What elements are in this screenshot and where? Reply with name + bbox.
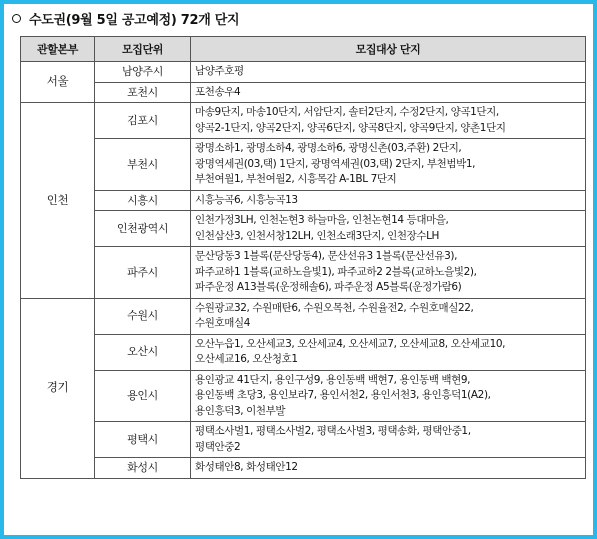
- complex-list-cell: [191, 458, 586, 479]
- complex-table: [20, 36, 586, 479]
- complex-list-line: 양곡2-1단지, 양곡2단지, 양곡6단지, 양곡8단지, 양곡9단지, 양촌1단지: [195, 121, 506, 134]
- complex-list-cell: [191, 211, 586, 247]
- table-row: [21, 247, 586, 299]
- region-cell: 인천: [21, 103, 95, 299]
- unit-cell: 화성시: [95, 458, 191, 479]
- complex-list-line: 파주교하1 1블록(교하노을빛1), 파주교하2 2블록(교하노을빛2),: [195, 265, 477, 278]
- section-title-text: 수도권(9월 5일 공고예정) 72개 단지: [29, 13, 240, 28]
- complex-list-line: 부천여월1, 부천여월2, 시흥목감 A-1BL 7단지: [195, 173, 397, 185]
- complex-list-line: 용인흥덕3, 이천부발: [195, 404, 286, 417]
- complex-list-cell: [191, 190, 586, 211]
- complex-list-line: 용인동백 초당3, 용인보라7, 용인서천2, 용인서천3, 용인흥덕1(A2),: [195, 389, 491, 401]
- header-recruit-unit: 모집단위: [95, 37, 191, 62]
- complex-list-line: 오산누읍1, 오산세교3, 오산세교4, 오산세교7, 오산세교8, 오산세교10,: [195, 337, 506, 350]
- complex-list-line: 문산당동3 1블록(문산당동4), 문산선유3 1블록(문산선유3),: [195, 250, 458, 262]
- complex-list-line: 마송9단지, 마송10단지, 서암단지, 솔터2단지, 수정2단지, 양곡1단지,: [195, 106, 499, 118]
- complex-list-line: 수원광교32, 수원매탄6, 수원오목천, 수원율전2, 수원호매실22,: [195, 301, 474, 314]
- complex-list-cell: [191, 422, 586, 458]
- complex-list-cell: [191, 334, 586, 370]
- table-row: [21, 190, 586, 211]
- complex-list-line: 포천송우4: [195, 85, 241, 98]
- complex-list-line: 오산세교16, 오산청호1: [195, 353, 298, 365]
- unit-cell: 시흥시: [95, 190, 191, 211]
- complex-list-line: 파주운정 A13블록(운정해솔6), 파주운정 A5블록(운정가람6): [195, 281, 462, 293]
- table-row: [21, 62, 586, 83]
- complex-list-line: 시흥능곡6, 시흥능곡13: [195, 193, 298, 206]
- table-row: [21, 103, 586, 139]
- complex-list-line: 평택안중2: [195, 440, 241, 453]
- circle-bullet-icon: [12, 14, 21, 23]
- complex-list-cell: [191, 103, 586, 139]
- table-row: [21, 422, 586, 458]
- unit-cell: 평택시: [95, 422, 191, 458]
- header-target-complexes: 모집대상 단지: [191, 37, 586, 62]
- complex-list-cell: [191, 298, 586, 334]
- unit-cell: 김포시: [95, 103, 191, 139]
- unit-cell: 용인시: [95, 370, 191, 422]
- unit-cell: 포천시: [95, 82, 191, 103]
- header-jurisdiction: 관할본부: [21, 37, 95, 62]
- complex-list-line: 남양주호평: [195, 65, 244, 77]
- region-cell: 경기: [21, 298, 95, 478]
- complex-list-line: 수원호매실4: [195, 317, 250, 329]
- unit-cell: 수원시: [95, 298, 191, 334]
- unit-cell: 파주시: [95, 247, 191, 299]
- unit-cell: 남양주시: [95, 62, 191, 83]
- complex-list-cell: [191, 82, 586, 103]
- table-row: [21, 82, 586, 103]
- table-row: [21, 334, 586, 370]
- complex-list-line: 광명소하1, 광명소하4, 광명소하6, 광명신촌(03,주환) 2단지,: [195, 142, 462, 154]
- table-row: [21, 370, 586, 422]
- table-row: [21, 298, 586, 334]
- complex-list-line: 평택소사벌1, 평택소사벌2, 평택소사벌3, 평택송화, 평택안중1,: [195, 425, 471, 437]
- complex-list-line: 인천삼산3, 인천서창12LH, 인천소래3단지, 인천장수LH: [195, 229, 440, 242]
- table-body: [21, 62, 586, 479]
- complex-list-line: 용인광교 41단지, 용인구성9, 용인동백 백현7, 용인동백 백현9,: [195, 373, 471, 386]
- complex-list-line: 광명역세권(03,택) 1단지, 광명역세권(03,택) 2단지, 부천범박1,: [195, 157, 476, 170]
- table-row: [21, 458, 586, 479]
- complex-list-line: 화성태안8, 화성태안12: [195, 461, 298, 473]
- table-row: [21, 211, 586, 247]
- complex-list-cell: [191, 370, 586, 422]
- unit-cell: 오산시: [95, 334, 191, 370]
- table-row: [21, 139, 586, 191]
- unit-cell: 인천광역시: [95, 211, 191, 247]
- section-title: [12, 9, 239, 28]
- region-cell: 서울: [21, 62, 95, 103]
- table-header-row: [21, 37, 586, 62]
- complex-list-cell: [191, 62, 586, 83]
- complex-list-cell: [191, 247, 586, 299]
- complex-list-line: 인천가정3LH, 인천논현3 하늘마을, 인천논현14 등대마을,: [195, 214, 449, 226]
- unit-cell: 부천시: [95, 139, 191, 191]
- complex-list-cell: [191, 139, 586, 191]
